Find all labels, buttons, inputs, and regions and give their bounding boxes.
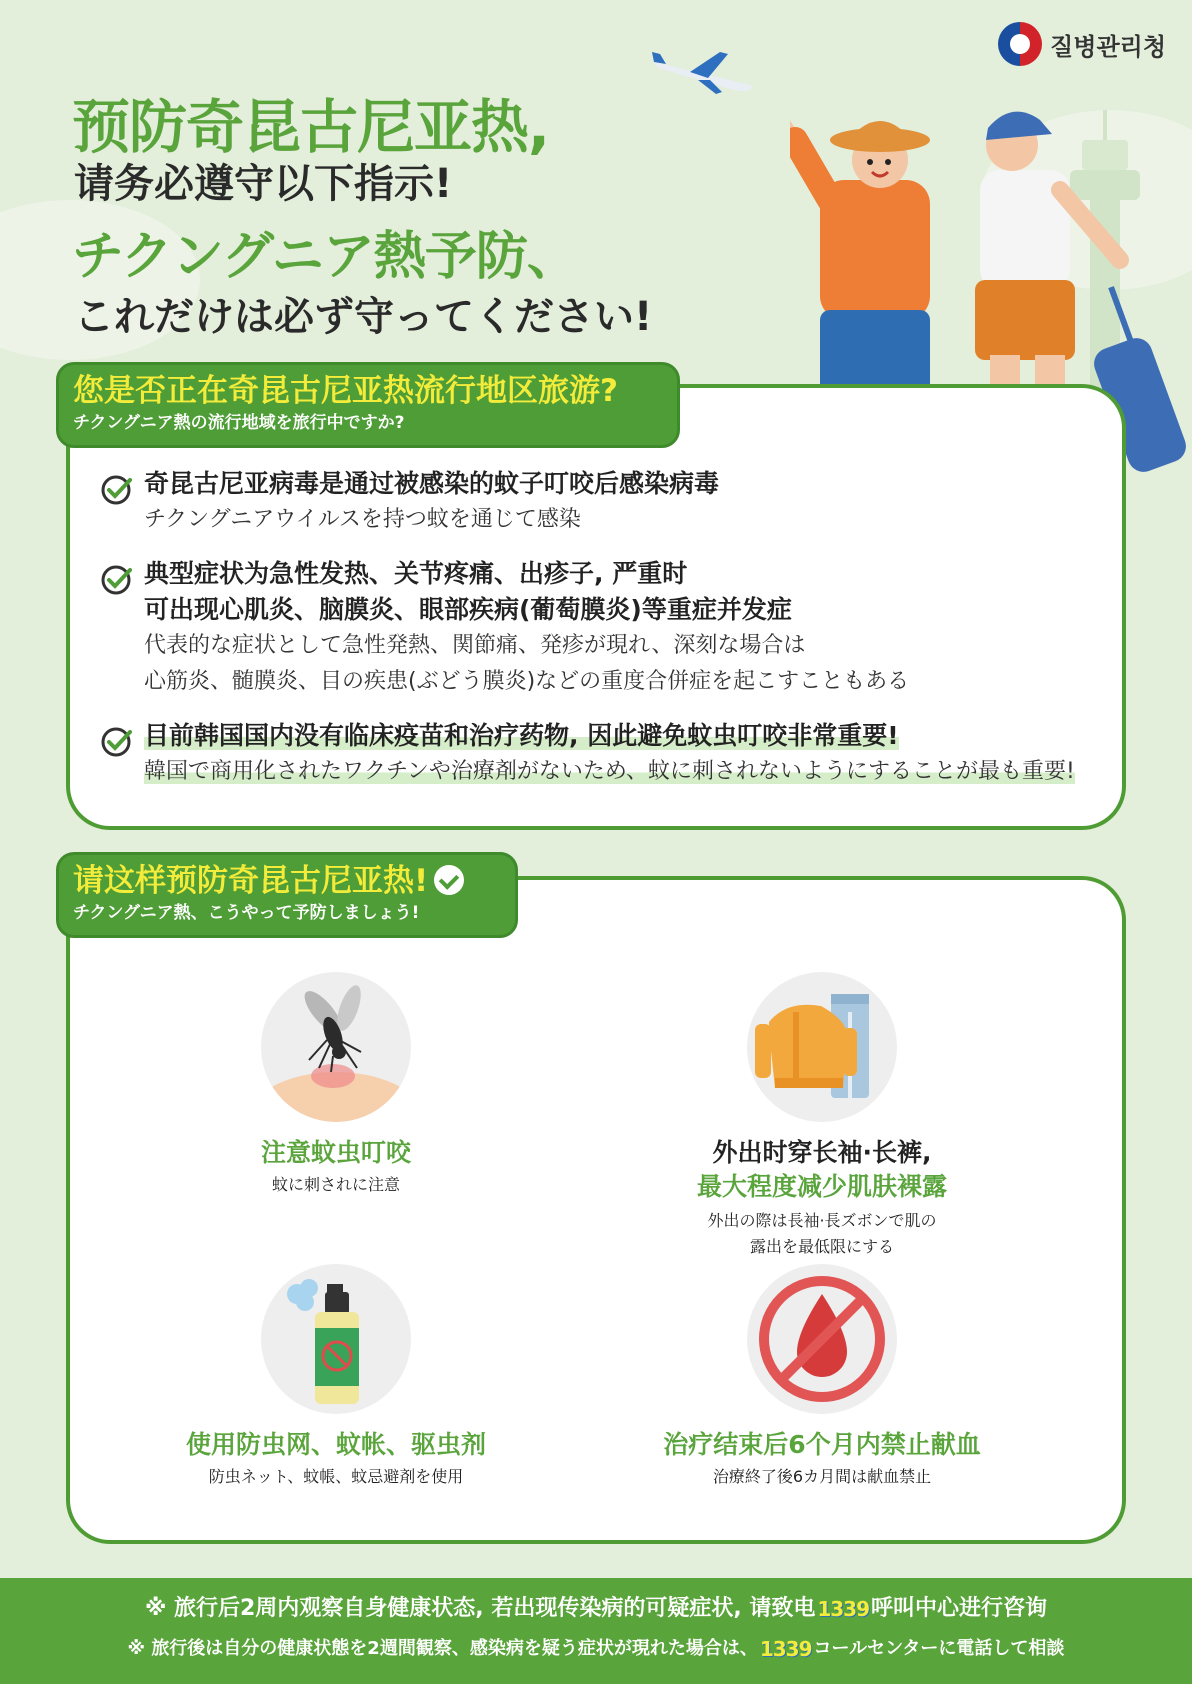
section-subtitle-ja: チクングニア熱の流行地域を旅行中ですか? <box>73 413 405 433</box>
info-item-ja: チクングニアウイルスを持つ蚊を通じて感染 <box>144 507 581 532</box>
info-item <box>100 718 1100 790</box>
page-title-zh: 预防奇昆古尼亚热, <box>72 93 550 161</box>
tip-title-zh-line2: 最大程度减少肌肤裸露 <box>696 1172 947 1201</box>
tip-desc-ja: 外出の際は長袖·長ズボンで肌の <box>707 1211 937 1230</box>
section-subtitle-ja: チクングニア熱、こうやって予防しましょう! <box>73 903 420 923</box>
logo-text: 질병관리청 <box>1050 32 1166 61</box>
info-item-zh-line2: 可出现心肌炎、脑膜炎、眼部疾病(葡萄膜炎)等重症并发症 <box>144 595 792 624</box>
tip-repellent <box>116 1264 556 1488</box>
tip-mosquito <box>116 972 556 1196</box>
tip-title-zh: 注意蚊虫叮咬 <box>260 1138 411 1167</box>
airplane-icon <box>650 48 760 98</box>
tip-title-zh: 外出时穿长袖·长裤, <box>712 1138 932 1167</box>
section-tag-travel <box>56 362 680 448</box>
callcenter-1339-logo: 1339 <box>759 1637 812 1661</box>
clothes-icon <box>747 972 897 1122</box>
info-item-zh: 目前韩国国内没有临床疫苗和治疗药物, 因此避免蚊虫叮咬非常重要! <box>144 721 899 750</box>
section-title-zh: 请这样预防奇昆古尼亚热! <box>73 863 429 899</box>
tip-clothing <box>602 972 1042 1258</box>
page-subtitle-zh: 请务必遵守以下指示! <box>74 161 453 207</box>
section-tag-prevention <box>56 852 518 938</box>
tip-desc-ja: 蚊に刺されに注意 <box>271 1175 400 1194</box>
info-item-ja: 韓国で商用化されたワクチンや治療剤がないため、蚊に刺されないようにすることが最も重要! <box>144 759 1075 784</box>
tip-desc-ja: 防虫ネット、蚊帳、蚊忌避剤を使用 <box>208 1467 464 1486</box>
check-icon <box>100 474 132 506</box>
tip-desc-ja: 治療終了後6カ月間は献血禁止 <box>712 1467 932 1486</box>
info-item-zh: 奇昆古尼亚病毒是通过被感染的蚊子叮咬后感染病毒 <box>144 469 720 498</box>
info-item-ja: 代表的な症状として急性発熱、関節痛、発疹が現れ、深刻な場合は <box>144 633 806 658</box>
section-title-zh: 您是否正在奇昆古尼亚热流行地区旅游? <box>73 373 618 409</box>
spray-icon <box>261 1264 411 1414</box>
kdca-logo <box>998 22 1166 66</box>
tip-title-zh: 使用防虫网、蚊帐、驱虫剂 <box>185 1430 486 1459</box>
tip-title-zh: 治疗结束后6个月内禁止献血 <box>663 1430 981 1459</box>
footer-note-ja: ※ 旅行後は自分の健康状態を2週間観察、感染病を疑う症状が現れた場合は、 1339 コールセンターに電話して相談 <box>127 1637 1065 1661</box>
info-item-ja-line2: 心筋炎、髄膜炎、目の疾患(ぶどう膜炎)などの重度合併症を起こすこともある <box>144 669 910 694</box>
page-subtitle-ja: これだけは必ず守ってください! <box>74 294 653 340</box>
mosquito-icon <box>261 972 411 1122</box>
footer-banner <box>0 1578 1192 1684</box>
no-blood-donation-icon <box>747 1264 897 1414</box>
check-icon <box>100 564 132 596</box>
tip-blood-donation <box>602 1264 1042 1488</box>
page-title-ja: チクングニア熱予防、 <box>72 227 578 287</box>
callcenter-1339-logo: 1339 <box>817 1597 870 1621</box>
taegeuk-icon <box>998 22 1042 66</box>
info-item-zh: 典型症状为急性发热、关节疼痛、出疹子, 严重时 <box>144 559 688 588</box>
info-item <box>100 556 1100 700</box>
check-circle-icon <box>434 865 464 895</box>
footer-note-zh: ※ 旅行后2周内观察自身健康状态, 若出现传染病的可疑症状, 请致电 1339呼叫中心进行咨询 <box>0 1594 1192 1624</box>
info-item <box>100 466 1100 538</box>
tip-desc-ja-line2: 露出を最低限にする <box>749 1237 894 1256</box>
check-icon <box>100 726 132 758</box>
